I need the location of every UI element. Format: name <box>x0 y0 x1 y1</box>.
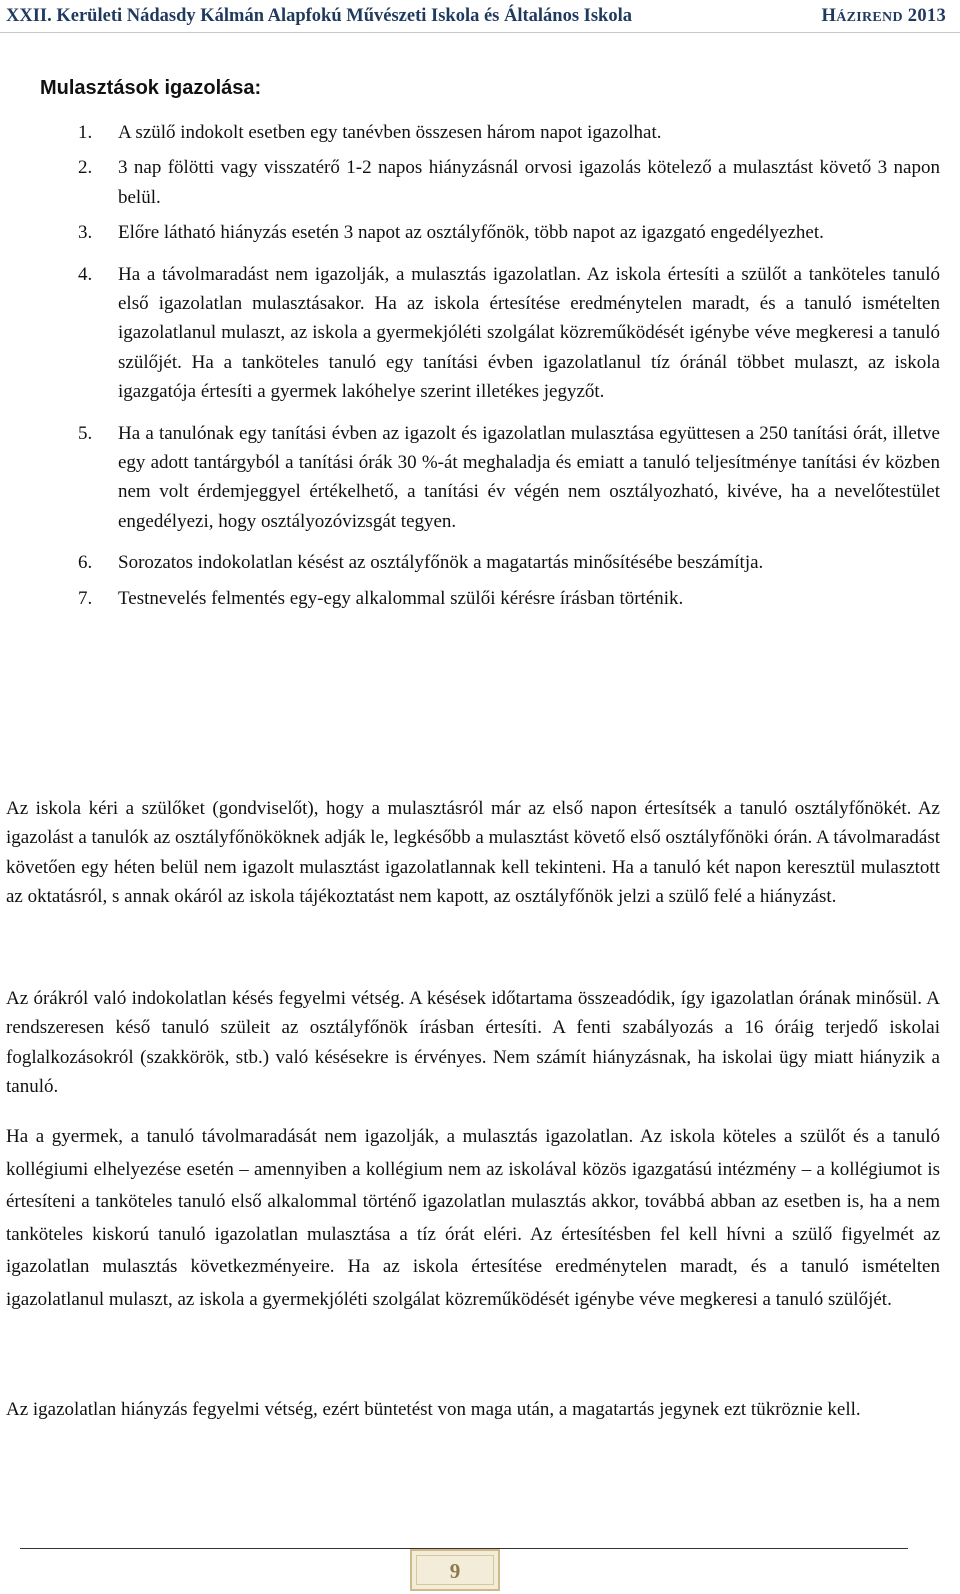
paragraph-lateness: Az órákról való indokolatlan késés fegyelmi vétség. A késések időtartama összeadódik, így igazolatlan órának minősül. A rendszeresen késő tanuló szüleit az osztályfőnök írásban értesíti. A fenti szabályozás a 16 óráig terjedő iskolai foglalkozásokról (szakkörök, stb.) való késésekre is érvényes. Nem számít hiányzásnak, ha iskolai ügy miatt hiányzik a tanuló. <box>6 988 940 1098</box>
document-year: 2013 <box>902 6 946 26</box>
section-title: Mulasztások igazolása: <box>40 77 262 99</box>
list-item-number: 3. <box>78 222 93 244</box>
list-item-text: Ha a távolmaradást nem igazolják, a mulasztás igazolatlan. Az iskola értesíti a szülőt a tanköteles tanuló első igazolatlan mulasztásakor. Ha az iskola értesítése eredménytelen maradt, és a tanuló ismételten igazolatlanul mulaszt, az iskola a gyermekjóléti szolgálat közreműködését igénybe véve megkeresi a tanuló szülőjét. Ha a tanköteles tanuló egy tanítási évben igazolatlanul tíz óránál többet mulaszt, az iskola igazgatója értesíti a gyermek lakóhelye szerint illetékes jegyzőt. <box>118 263 940 403</box>
page-number: 9 <box>449 1559 461 1583</box>
absence-rules-list <box>78 118 940 613</box>
list-item-text: Ha a tanulónak egy tanítási évben az igazolt és igazolatlan mulasztása együttesen a 250 tanítási órát, illetve egy adott tantárgyból a tanítási órák 30 %-át meghaladja és emiatt a tanuló teljesítménye tanítási év közben nem volt érdemjeggyel értékelhető, a tanítási év végén nem osztályozható, kivéve, ha a nevelőtestület engedélyezi, hogy osztályozóvizsgát tegyen. <box>118 422 940 532</box>
list-item-text: 3 nap fölötti vagy visszatérő 1-2 napos hiányzásnál orvosi igazolás kötelező a mulasztást követő 3 napon belül. <box>118 157 940 208</box>
list-item <box>78 419 940 537</box>
page-number-box <box>410 1549 500 1591</box>
paragraph-notification: Az iskola kéri a szülőket (gondviselőt), hogy a mulasztásról már az első napon értesítsék a tanuló osztályfőnökét. Az igazolást a tanulók az osztályfőnököknek adják le, legkésőbb a mulasztást követő első osztályfőnöki órán. A távolmaradást követően egy héten belül nem igazolt mulasztást igazolatlannak kell tekinteni. Ha a tanuló két napon keresztül mulasztott az oktatásról, s annak okáról az iskola tájékoztatást nem kapott, az osztályfőnök jelzi a szülő felé a hiányzást. <box>6 798 940 908</box>
list-item <box>78 218 940 247</box>
list-item <box>78 118 940 147</box>
list-item-number: 7. <box>78 587 93 609</box>
list-item-number: 4. <box>78 263 93 285</box>
list-item-text: A szülő indokolt esetben egy tanévben összesen három napot igazolhat. <box>118 122 662 143</box>
header-divider <box>0 32 960 33</box>
list-item-number: 1. <box>78 122 93 143</box>
list-item-number: 5. <box>78 422 93 444</box>
list-item <box>78 584 940 613</box>
document-title-initial: H <box>821 6 837 26</box>
paragraph-unexcused: Ha a gyermek, a tanuló távolmaradását nem igazolják, a mulasztás igazolatlan. Az iskola köteles a szülőt és a tanuló kollégiumi elhelyezése esetén – amennyiben a kollégium nem az iskolával közös igazgatású intézmény – a kollégiumot is értesíteni a tanköteles tanuló első alkalommal történő igazolatlan mulasztás akkor, továbbá abban az esetben is, ha a nem tanköteles kiskorú tanuló igazolatlan mulasztása a tíz órát eléri. Az értesítésben fel kell hívni a szülő figyelmét az igazolatlan mulasztás következményeire. Ha az iskola értesítése eredménytelen maradt, és a tanuló ismételten igazolatlanul mulaszt, az iskola a gyermekjóléti szolgálat közreműködését igénybe véve megkeresi a tanuló szülőjét. <box>6 1126 940 1310</box>
list-item-text: Testnevelés felmentés egy-egy alkalommal szülői kérésre írásban történik. <box>118 587 684 609</box>
list-item-number: 2. <box>78 157 93 179</box>
page-header <box>0 0 960 36</box>
document-title-rest: ÁZIREND <box>836 10 903 25</box>
list-item <box>78 260 940 407</box>
list-item <box>78 153 940 212</box>
school-name: XXII. Kerületi Nádasdy Kálmán Alapfokú Művészeti Iskola és Általános Iskola <box>6 6 632 26</box>
paragraph-discipline: Az igazolatlan hiányzás fegyelmi vétség, ezért büntetést von maga után, a magatartás jegynek ezt tükröznie kell. <box>6 1399 861 1420</box>
list-item-text: Előre látható hiányzás esetén 3 napot az osztályfőnök, több napot az igazgató engedélyezhet. <box>118 222 824 244</box>
list-item-number: 6. <box>78 552 93 574</box>
document-title <box>822 6 947 27</box>
list-item-text: Sorozatos indokolatlan késést az osztályfőnök a magatartás minősítésébe beszámítja. <box>118 552 764 574</box>
list-item <box>78 548 940 577</box>
